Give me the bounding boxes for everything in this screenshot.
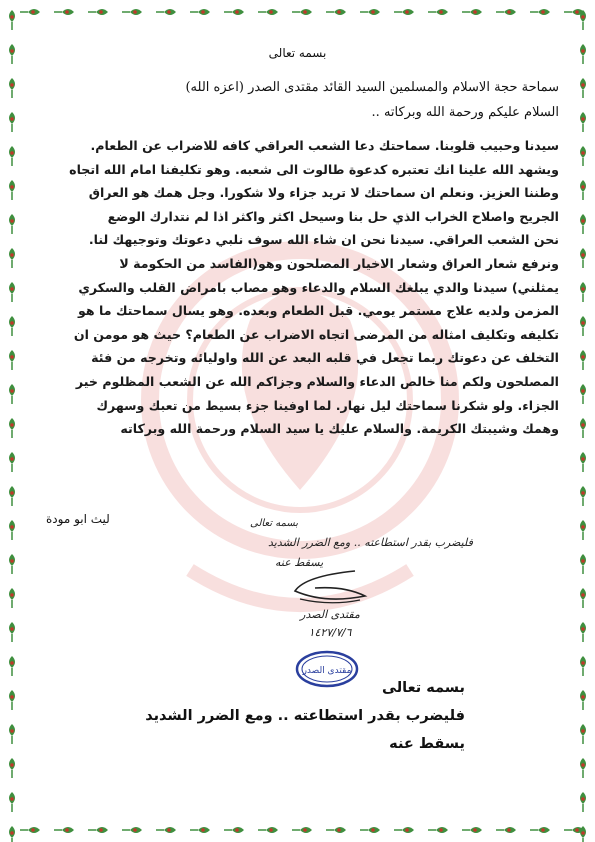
typed-reply-heading: بسمه تعالى [382, 680, 465, 696]
handwritten-reply-heading: بسمه تعالى [250, 518, 299, 529]
signature-name: مقتدى الصدر [300, 608, 360, 621]
body-line: ونرفع شعار العراق وشعار الاخيار المصلحون وهو(الفاسد من الحكومة لا [119, 255, 559, 271]
letter-body [38, 134, 559, 441]
handwritten-reply-line: يسقط عنه [275, 556, 324, 569]
body-line: نحن الشعب العراقي. سيدنا نحن ان شاء الله سوف نلبي دعوتك وتوجيهك لنا. [88, 232, 559, 248]
stamp-text: مقتدى الصدر [302, 666, 352, 676]
signature-scribble [285, 566, 375, 606]
body-line: وطننا العزيز. ونعلم ان سماحتك لا تريد جزاء ولا شكورا. وجل همك هو العراق [88, 185, 559, 201]
body-line: يمثلني) سيدنا والدي يبلغك السلام والدعاء وهو مصاب بامراض القلب والسكري [78, 279, 559, 295]
body-line: وهمك وشيبتك الكريمة. والسلام عليك يا سيد السلام ورحمة الله وبركاته [120, 421, 559, 437]
body-line: سيدنا وحبيب قلوبنا. سماحتك دعا الشعب العراقي كافه للاضراب عن الطعام. [90, 138, 559, 153]
letter-heading: بسمه تعالى [268, 46, 327, 60]
right-ornamental-border [571, 0, 595, 842]
body-line: تكليفه وتكليف امثاله من المرضى اتجاه الاضراب عن الطعام؟ حيث هو مومن ان [73, 326, 559, 342]
body-line: التخلف عن دعوتك ربما تجعل في قلبه البعد عن الله واوليائه وتخرجه من فئة [91, 350, 559, 366]
top-ornamental-border [0, 0, 595, 24]
left-ornamental-border [0, 0, 24, 842]
official-stamp [295, 650, 359, 688]
body-line: المزمن ولديه علاج مستمر يومي. قبل الطعام وبعده. وهو يسال سماحتك ما هو [78, 303, 559, 319]
body-line: الجزاء. ولو شكرنا سماحتك ليل نهار. لما اوفينا جزء بسيط من تعبك وسهرك [96, 397, 559, 413]
body-line: ويشهد الله علينا انك تعتبره كدعوة طالوت الى شعبه. وهو تكليفنا امام الله اتجاه [69, 161, 559, 177]
body-line: الجريح واصلاح الخراب الذي حل بنا وسيحل اكثر واكثر اذا لم نتدارك الوضع [107, 208, 559, 224]
typed-reply-line: فليضرب بقدر استطاعته .. ومع الضرر الشديد [145, 708, 465, 724]
greeting-line: السلام عليكم ورحمة الله وبركاته .. [371, 105, 559, 120]
sender-name: ليث ابو مودة [46, 512, 110, 526]
recipient-line: سماحة حجة الاسلام والمسلمين السيد القائد مقتدى الصدر (اعزه الله) [185, 80, 559, 95]
signature-date: ١٤٢٧/٧/٦ [308, 626, 352, 639]
body-line: المصلحون ولكم منا خالص الدعاء والسلام وجزاكم الله عن الشعب المظلوم خير [75, 373, 559, 389]
bottom-ornamental-border [0, 818, 595, 842]
handwritten-reply-line: فليضرب بقدر استطاعته .. ومع الضرر الشديد [268, 536, 473, 549]
typed-reply-line: يسقط عنه [389, 736, 465, 752]
